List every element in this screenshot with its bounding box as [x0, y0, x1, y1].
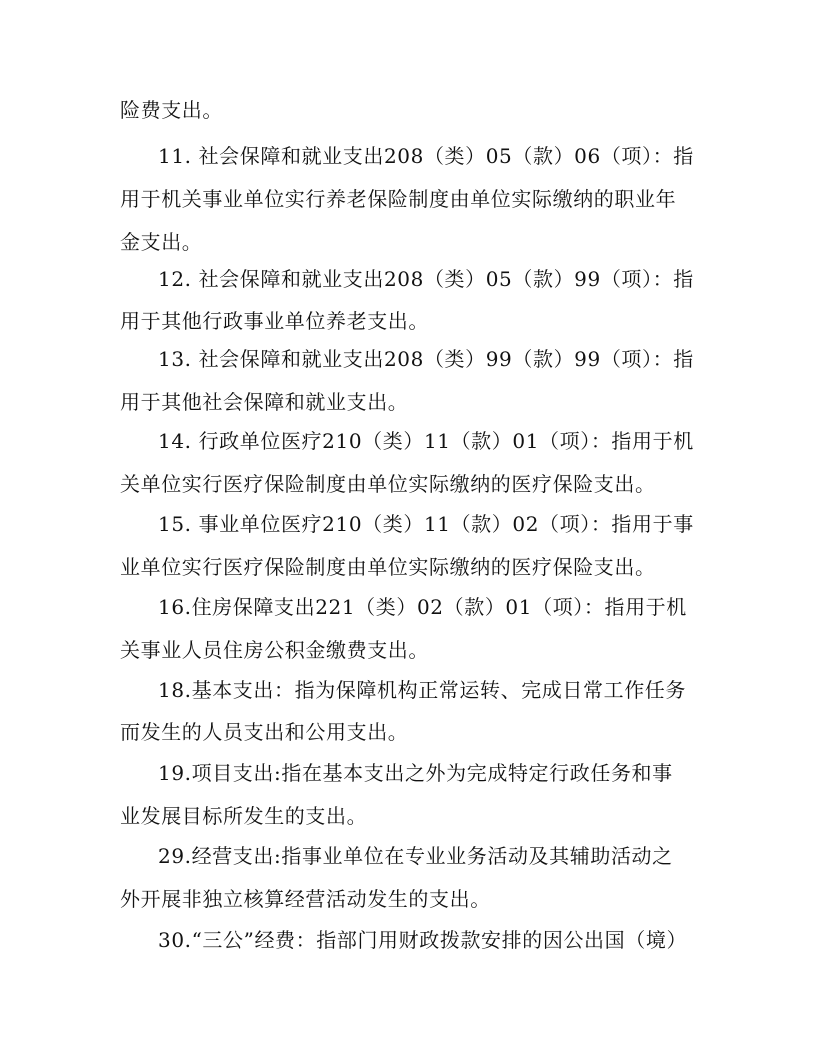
text-line: 30.“三公”经费：指部门用财政拨款安排的因公出国（境） — [158, 928, 688, 952]
text-line: 而发生的人员支出和公用支出。 — [120, 720, 409, 744]
text-line: 业单位实行医疗保险制度由单位实际缴纳的医疗保险支出。 — [120, 555, 656, 579]
text-line: 15. 事业单位医疗210（类）11（款）02（项）：指用于事 — [158, 512, 694, 536]
text-line: 关单位实行医疗保险制度由单位实际缴纳的医疗保险支出。 — [120, 472, 656, 496]
text-line: 关事业人员住房公积金缴费支出。 — [120, 638, 429, 662]
text-line: 18.基本支出：指为保障机构正常运转、完成日常工作任务 — [158, 678, 687, 702]
text-line: 29.经营支出:指事业单位在专业业务活动及其辅助活动之 — [158, 844, 673, 868]
text-line: 11. 社会保障和就业支出208（类）05（款）06（项）：指 — [158, 144, 694, 168]
text-line: 外开展非独立核算经营活动发生的支出。 — [120, 887, 491, 911]
text-line: 14. 行政单位医疗210（类）11（款）01（项）：指用于机 — [158, 429, 694, 453]
text-line: 16.住房保障支出221（类）02（款）01（项）：指用于机 — [158, 595, 687, 619]
text-line: 用于机关事业单位实行养老保险制度由单位实际缴纳的职业年 — [120, 187, 677, 211]
text-line: 用于其他社会保障和就业支出。 — [120, 390, 409, 414]
text-line: 险费支出。 — [120, 98, 223, 122]
text-line: 用于其他行政事业单位养老支出。 — [120, 309, 429, 333]
text-line: 12. 社会保障和就业支出208（类）05（款）99（项）：指 — [158, 267, 694, 291]
text-line: 金支出。 — [120, 230, 203, 254]
text-line: 19.项目支出:指在基本支出之外为完成特定行政任务和事 — [158, 761, 673, 785]
text-line: 业发展目标所发生的支出。 — [120, 804, 368, 828]
text-line: 13. 社会保障和就业支出208（类）99（款）99（项）：指 — [158, 347, 694, 371]
